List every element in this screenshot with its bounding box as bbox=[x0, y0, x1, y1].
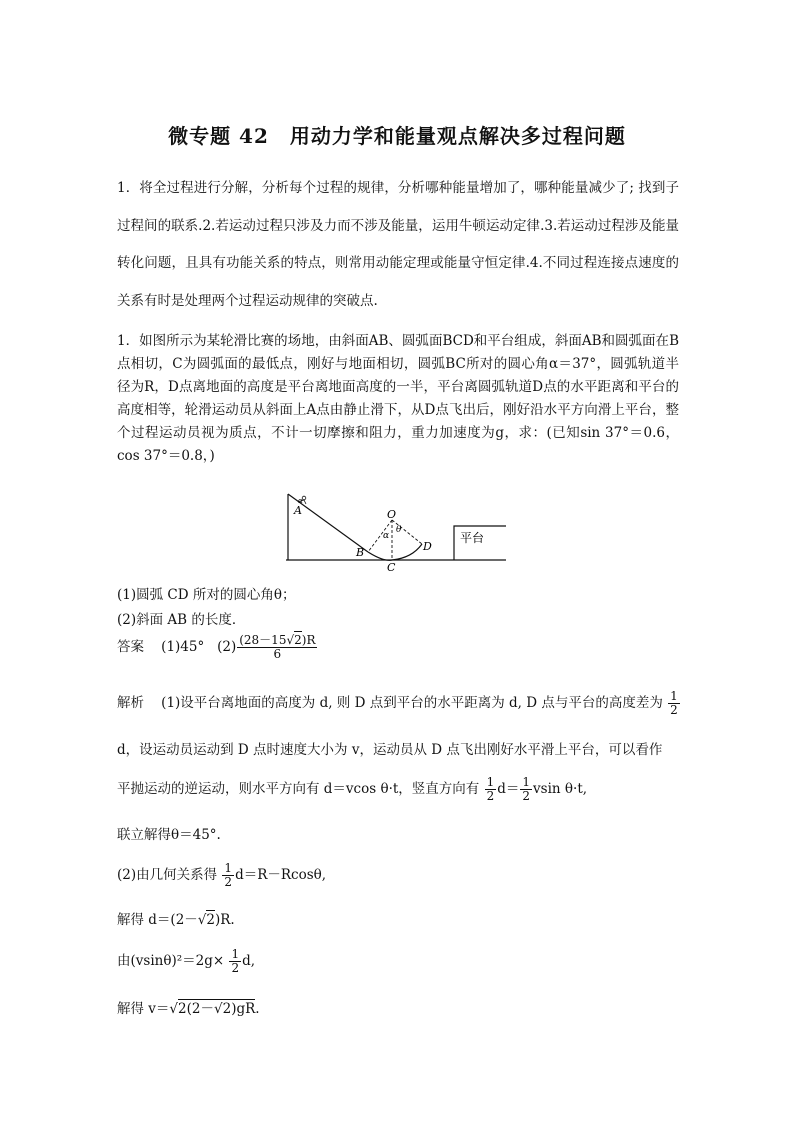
solution-s8-a: 解得 v＝ bbox=[117, 1001, 170, 1017]
half-fraction-4 bbox=[229, 948, 241, 975]
label-A: A bbox=[294, 504, 302, 517]
solution-s8-end: . bbox=[255, 1001, 260, 1017]
solution-s5-a: (2)由几何关系得 bbox=[117, 867, 218, 883]
half-num: 1 bbox=[224, 861, 233, 875]
question-1: (1)圆弧 CD 所对的圆心角θ； bbox=[117, 587, 296, 603]
half-num: 1 bbox=[522, 775, 531, 789]
platform-label: 平台 bbox=[460, 531, 485, 545]
label-theta: θ bbox=[396, 525, 402, 535]
solution-s6-a: 解得 d＝(2－ bbox=[117, 912, 198, 928]
solution-line-2: d，设运动员运动到 D 点时速度大小为 v，运动员从 D 点飞出刚好水平滑上平台，可以看作 bbox=[117, 742, 663, 758]
s8-rad-a: 2(2－ bbox=[178, 1001, 214, 1017]
intro-paragraph: 1．将全过程进行分解，分析每个过程的规律，分析哪种能量增加了，哪种能量减少了; 找到子过程间的联系.2.若运动过程只涉及力而不涉及能量，运用牛顿运动定律.3.若运动过程涉及能量转化问题，且具有功能关系的特点，则常用动能定理或能量守恒定律.4.不同过程连接点速度的关系有时是处理两个过程运动规律的突破点. bbox=[117, 180, 679, 309]
solution-s6-rad: 2 bbox=[206, 912, 215, 928]
track-diagram bbox=[284, 490, 514, 575]
label-alpha-top: α bbox=[298, 497, 303, 505]
half-fraction-2 bbox=[520, 776, 532, 803]
solution-line-5 bbox=[117, 862, 326, 889]
answer-2-num-b: )R bbox=[301, 633, 316, 647]
answer-1: (1)45° bbox=[161, 639, 205, 655]
answer-line bbox=[117, 634, 318, 661]
answer-2-num-rad: 2 bbox=[294, 633, 302, 647]
answer-2-num-a: (28－15 bbox=[239, 633, 287, 647]
solution-s1: (1)设平台离地面的高度为 d, 则 D 点到平台的水平距离为 d, D 点与平台的高度差为 bbox=[161, 695, 663, 711]
solution-s5-b: d＝R－Rcosθ, bbox=[235, 867, 327, 883]
answer-2-den: 6 bbox=[273, 647, 282, 661]
answer-2-fraction: $\frac{(28-15√2)R}{6}$ bbox=[239, 633, 316, 661]
s1-frac-num: 1 bbox=[670, 689, 678, 703]
page-title: 微专题 42 用动力学和能量观点解决多过程问题 bbox=[168, 124, 626, 148]
solution-line-1 bbox=[117, 690, 681, 717]
solution-s7-b: d, bbox=[242, 953, 256, 969]
solution-line-6: 解得 d＝(2－√2)R. bbox=[117, 912, 235, 928]
solution-s3-a: 平抛运动的逆运动，则水平方向有 d＝vcos θ·t，竖直方向有 bbox=[117, 781, 480, 797]
half-den: 2 bbox=[224, 875, 233, 889]
s1-frac-den: 2 bbox=[670, 703, 678, 717]
solution-line-3 bbox=[117, 776, 587, 803]
problem-statement: 1．如图所示为某轮滑比赛的场地，由斜面AB、圆弧面BCD和平台组成，斜面AB和圆弧面在B点相切，C为圆弧面的最低点，刚好与地面相切，圆弧BC所对的圆心角α＝37°，圆弧轨道半径为R，D点离地面的高度是平台离地面高度的一半，平台离圆弧轨道D点的水平距离和平台的高度相等，轮滑运动员从斜面上A点由静止滑下，从D点飞出后，刚好沿水平方向滑上平台，整个过程运动员视为质点，不计一切摩擦和阻力，重力加速度为g，求：(已知sin 37°＝0.6，cos 37°＝0.8，) bbox=[117, 333, 679, 464]
label-D: D bbox=[423, 540, 432, 553]
label-O: O bbox=[387, 508, 397, 521]
answer-label: 答案 bbox=[117, 639, 144, 655]
half-den: 2 bbox=[231, 961, 240, 975]
solution-s7-a: 由(vsinθ)²＝2g× bbox=[117, 953, 225, 969]
half-fraction-3 bbox=[222, 862, 234, 889]
half-den: 2 bbox=[486, 789, 495, 803]
solution-s3-c: vsin θ·t, bbox=[533, 781, 588, 797]
label-B: B bbox=[356, 546, 365, 559]
question-2: (2)斜面 AB 的长度． bbox=[117, 612, 246, 628]
solution-line-8: 解得 v＝√2(2－√2)gR. bbox=[117, 1001, 260, 1017]
half-num: 1 bbox=[231, 947, 240, 961]
solution-line-4: 联立解得θ＝45°. bbox=[117, 827, 221, 843]
solution-s3-b: d＝ bbox=[497, 781, 520, 797]
half-fraction-1 bbox=[485, 776, 497, 803]
solution-line-7 bbox=[117, 948, 255, 975]
label-alpha: α bbox=[383, 531, 390, 541]
half-num: 1 bbox=[486, 775, 495, 789]
half-den: 2 bbox=[522, 789, 531, 803]
s8-rad-c: )gR bbox=[231, 1001, 256, 1017]
solution-s1-fraction bbox=[668, 690, 680, 717]
solution-s8-radical: 2(2－√2)gR bbox=[178, 1001, 256, 1017]
s8-rad-b: 2 bbox=[222, 1001, 232, 1017]
answer-2-prefix: (2) bbox=[217, 639, 237, 655]
solution-s6-b: )R. bbox=[215, 912, 235, 928]
solution-label: 解析 bbox=[117, 695, 144, 711]
label-C: C bbox=[387, 561, 396, 574]
